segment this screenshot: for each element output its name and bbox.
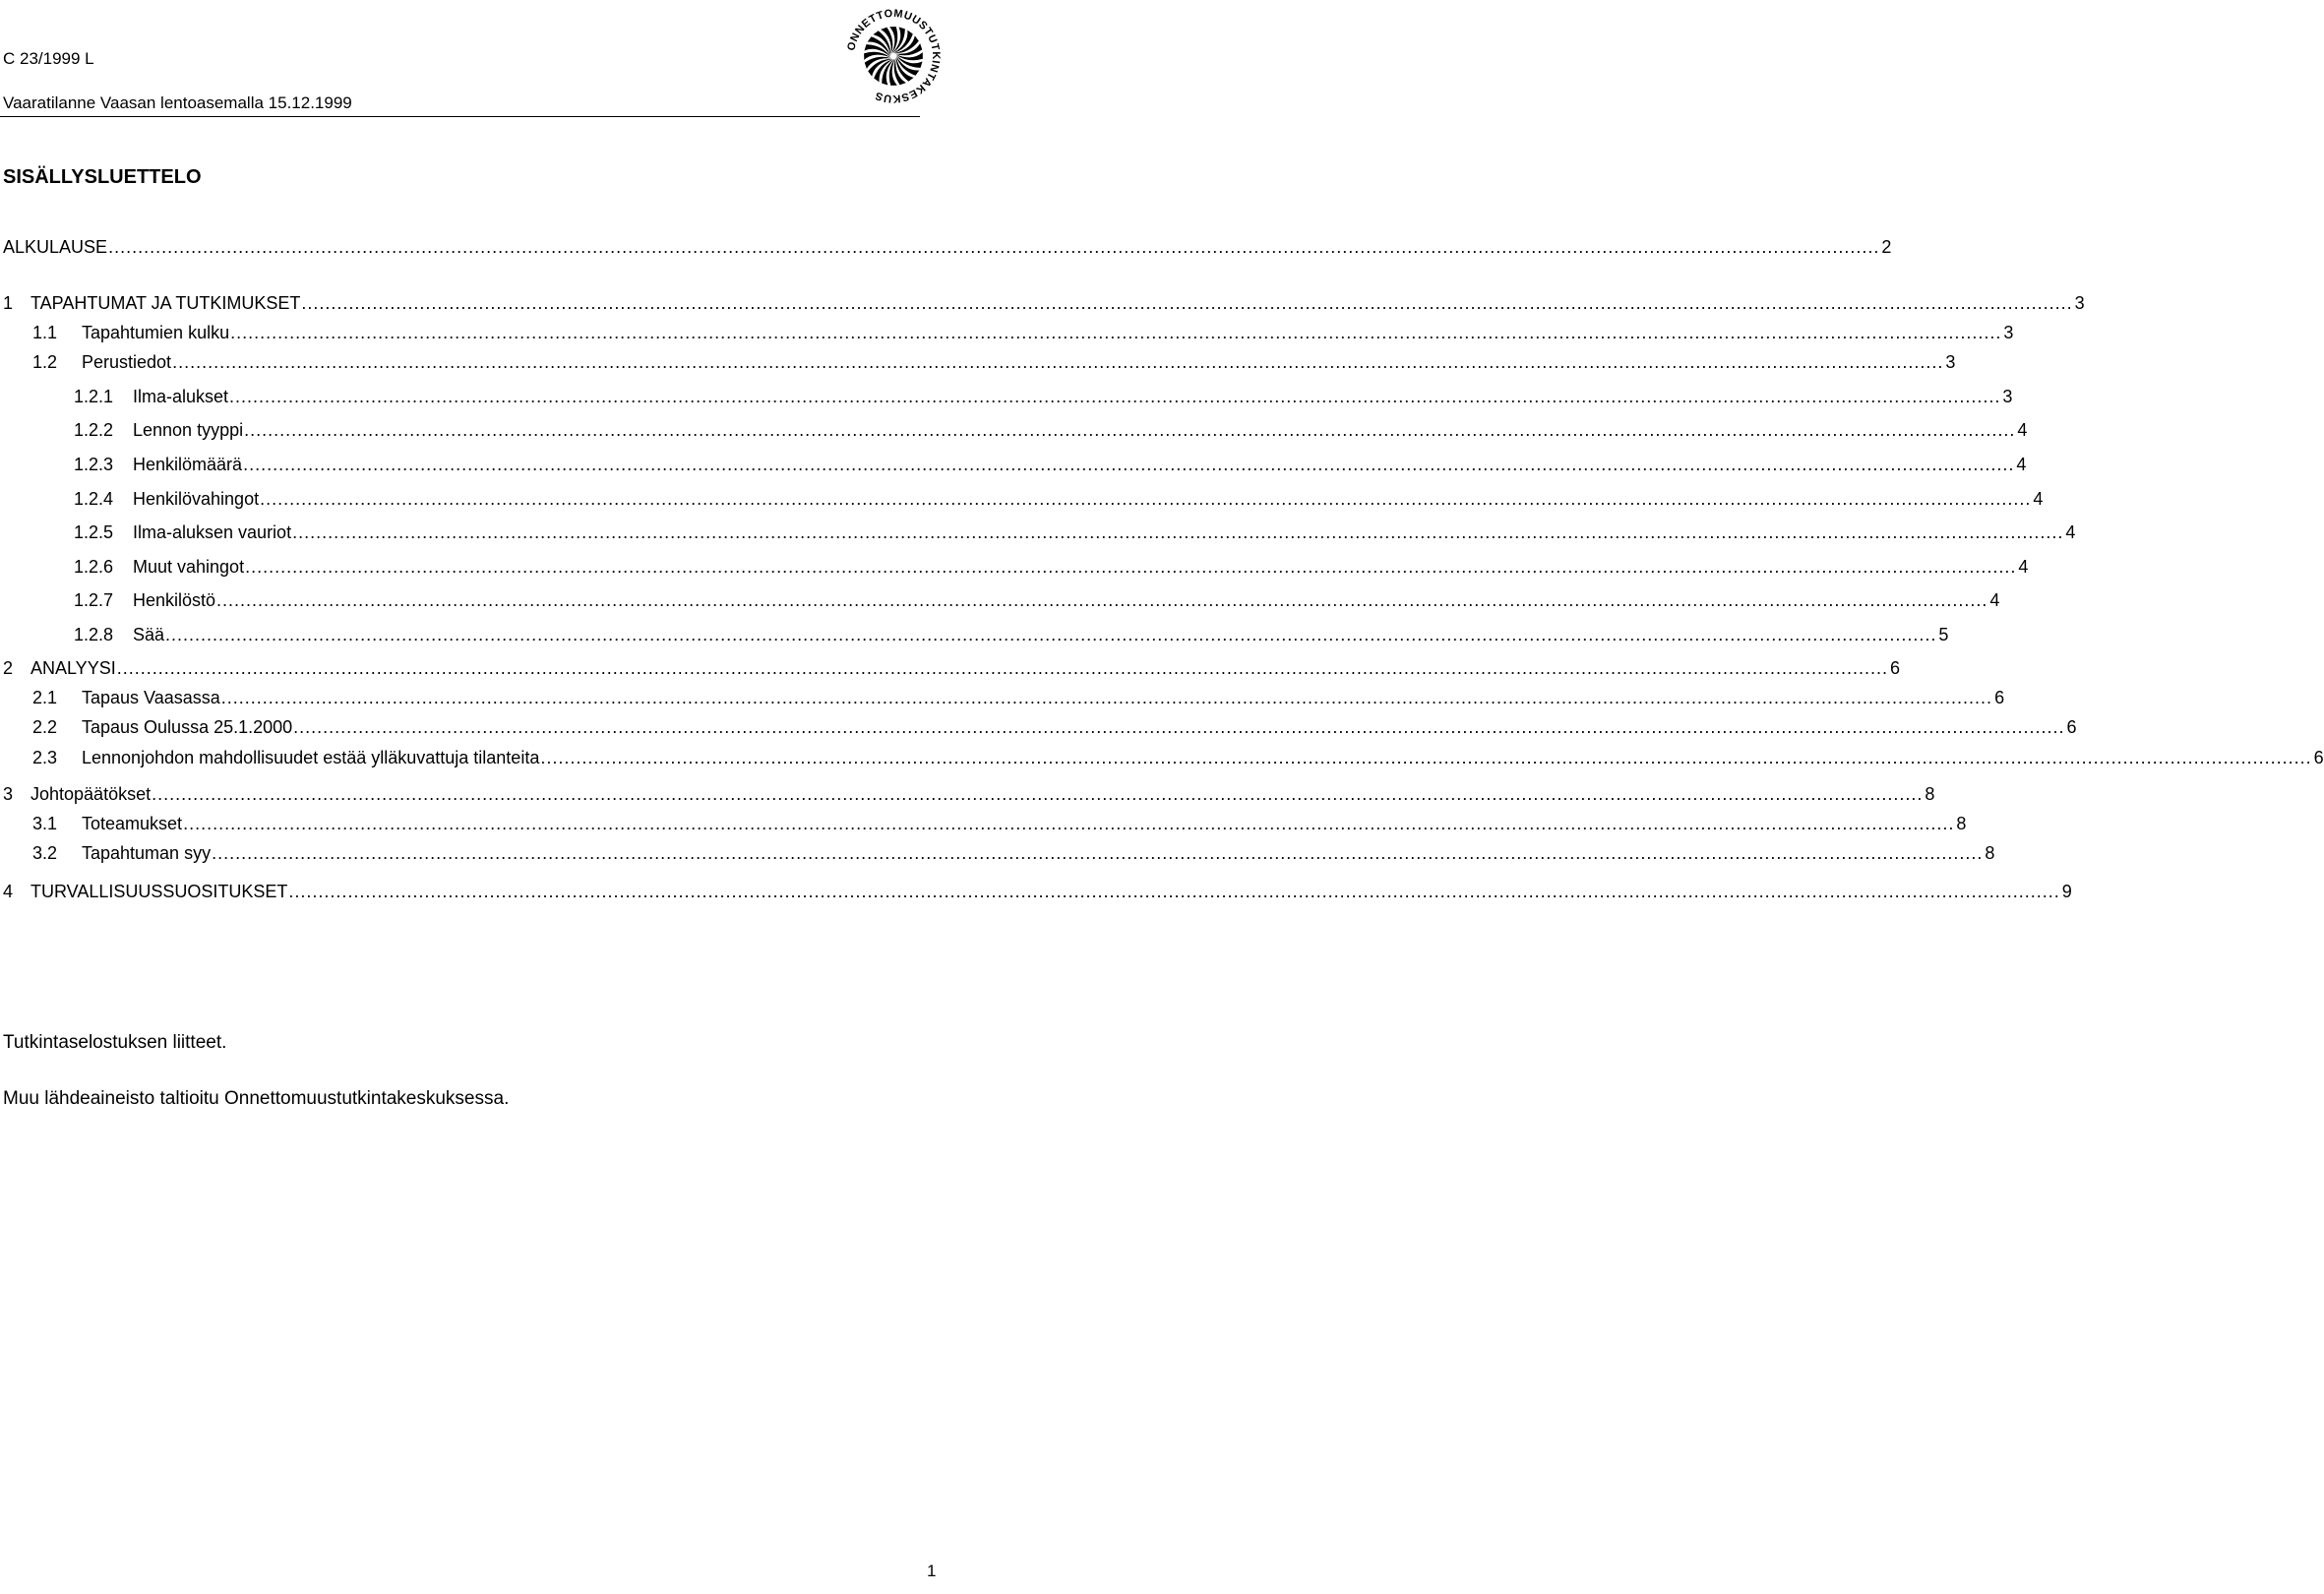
toc-entry-number: 1.2.5	[74, 522, 114, 542]
toc-entry-number: 4	[3, 882, 14, 901]
toc-entry-number: 3.1	[32, 814, 58, 833]
toc-entry[interactable]	[74, 454, 2027, 475]
toc-dot-leader: ............................................................................................................................................................................................................................................................................................................	[292, 522, 2064, 542]
toc-entry-number: 3	[3, 784, 14, 804]
toc-entry-page: 8	[1925, 784, 1935, 804]
toc-entry-number: 1.2.7	[74, 590, 114, 610]
toc-entry[interactable]	[3, 657, 1901, 679]
toc-entry-label: Henkilömäärä	[133, 455, 243, 474]
toc-entry-number: 2.1	[32, 688, 58, 707]
toc-entry-number: 1.2.8	[74, 625, 114, 644]
toc-entry-label: Toteamukset	[82, 814, 183, 833]
toc-entry-label: Lennonjohdon mahdollisuudet estää ylläkuvattuja tilanteita	[82, 748, 540, 767]
toc-entry-label: Ilma-aluksen vauriot	[133, 522, 292, 542]
toc-title: SISÄLLYSLUETTELO	[3, 166, 202, 188]
toc-entry-label: Lennon tyyppi	[133, 420, 244, 440]
toc-entry-page: 3	[2003, 323, 2014, 342]
toc-entry-label: Johtopäätökset	[31, 784, 152, 804]
toc-entry-label: Henkilövahingot	[133, 489, 260, 509]
toc-entry-page: 8	[1985, 843, 1995, 863]
document-id: C 23/1999 L	[3, 49, 94, 68]
toc-entry[interactable]	[74, 419, 2028, 441]
toc-dot-leader: ............................................................................................................................................................................................................................................................................................................	[108, 237, 1880, 257]
toc-entry[interactable]	[74, 488, 2044, 510]
toc-entry[interactable]	[3, 783, 1935, 805]
toc-entry-page: 2	[1881, 237, 1892, 257]
toc-entry-label: TURVALLISUUSSUOSITUKSET	[31, 882, 288, 901]
toc-entry-page: 3	[2074, 293, 2085, 313]
toc-entry-page: 8	[1956, 814, 1967, 833]
toc-dot-leader: ............................................................................................................................................................................................................................................................................................................	[165, 625, 1937, 644]
toc-dot-leader: ............................................................................................................................................................................................................................................................................................................	[245, 557, 2017, 577]
toc-entry[interactable]	[32, 322, 2014, 343]
toc-entry-label: Muut vahingot	[133, 557, 245, 577]
toc-dot-leader: ............................................................................................................................................................................................................................................................................................................	[260, 489, 2032, 509]
toc-entry[interactable]	[3, 881, 2072, 902]
toc-dot-leader: ............................................................................................................................................................................................................................................................................................................	[220, 688, 1993, 707]
toc-entry[interactable]	[32, 716, 2077, 738]
toc-entry[interactable]	[74, 556, 2029, 578]
toc-entry-label: Tapaus Vaasassa	[82, 688, 220, 707]
toc-entry-page: 5	[1938, 625, 1949, 644]
toc-dot-leader: ............................................................................................................................................................................................................................................................................................................	[301, 293, 2073, 313]
page-number: 1	[927, 1562, 937, 1580]
toc-entry-page: 3	[2002, 387, 2013, 406]
toc-entry-page: 4	[2065, 522, 2076, 542]
toc-entry[interactable]	[74, 589, 2000, 611]
toc-entry[interactable]	[3, 292, 2085, 314]
toc-dot-leader: ............................................................................................................................................................................................................................................................................................................	[212, 843, 1984, 863]
toc-dot-leader: ............................................................................................................................................................................................................................................................................................................	[172, 352, 1944, 372]
header-rule	[0, 116, 920, 117]
toc-entry-label: ALKULAUSE	[3, 237, 108, 257]
toc-entry-number: 2	[3, 658, 14, 678]
logo-ring-text: ONNETTOMUUSTUTKINTAKESKUS	[845, 7, 943, 105]
toc-entry[interactable]	[3, 236, 1892, 258]
toc-entry-number: 1.2.3	[74, 455, 114, 474]
toc-entry[interactable]	[32, 351, 1956, 373]
toc-entry-page: 4	[2016, 455, 2027, 474]
toc-entry-number: 1.2.1	[74, 387, 114, 406]
toc-entry-label: Tapahtumien kulku	[82, 323, 230, 342]
toc-entry-label: TAPAHTUMAT JA TUTKIMUKSET	[31, 293, 301, 313]
toc-entry-number: 2.3	[32, 748, 58, 767]
toc-dot-leader: ............................................................................................................................................................................................................................................................................................................	[216, 590, 1988, 610]
toc-entry-page: 4	[2017, 420, 2028, 440]
toc-entry-label: Tapahtuman syy	[82, 843, 212, 863]
toc-entry-page: 6	[2066, 717, 2077, 737]
toc-dot-leader: ............................................................................................................................................................................................................................................................................................................	[288, 882, 2060, 901]
toc-entry-page: 6	[1890, 658, 1901, 678]
toc-dot-leader: ............................................................................................................................................................................................................................................................................................................	[152, 784, 1924, 804]
toc-entry[interactable]	[74, 521, 2076, 543]
toc-entry-page: 4	[1989, 590, 2000, 610]
onnettomuustutkintakeskus-logo	[841, 4, 946, 108]
toc-entry-page: 9	[2061, 882, 2072, 901]
toc-entry[interactable]	[32, 842, 1995, 864]
toc-entry[interactable]	[32, 747, 2324, 768]
toc-dot-leader: ............................................................................................................................................................................................................................................................................................................	[116, 658, 1889, 678]
toc-entry-number: 1.2	[32, 352, 58, 372]
toc-entry-page: 4	[2033, 489, 2044, 509]
toc-dot-leader: ............................................................................................................................................................................................................................................................................................................	[243, 455, 2015, 474]
toc-entry-label: Sää	[133, 625, 165, 644]
toc-entry-number: 1.2.4	[74, 489, 114, 509]
toc-dot-leader: ............................................................................................................................................................................................................................................................................................................	[540, 748, 2312, 767]
attachments-note: Tutkintaselostuksen liitteet.	[3, 1032, 227, 1053]
toc-entry-page: 6	[2313, 748, 2324, 767]
toc-entry-label: Henkilöstö	[133, 590, 216, 610]
toc-entry-label: Ilma-alukset	[133, 387, 229, 406]
toc-entry-number: 1	[3, 293, 14, 313]
toc-entry-page: 6	[1994, 688, 2005, 707]
toc-entry-page: 3	[1945, 352, 1956, 372]
toc-entry-number: 3.2	[32, 843, 58, 863]
toc-entry[interactable]	[74, 624, 1949, 645]
toc-dot-leader: ............................................................................................................................................................................................................................................................................................................	[183, 814, 1955, 833]
toc-entry[interactable]	[74, 386, 2013, 407]
toc-dot-leader: ............................................................................................................................................................................................................................................................................................................	[244, 420, 2016, 440]
toc-entry-number: 1.2.6	[74, 557, 114, 577]
toc-entry[interactable]	[32, 813, 1967, 834]
document-subtitle: Vaaratilanne Vaasan lentoasemalla 15.12.1999	[3, 93, 352, 112]
toc-entry-number: 1.2.2	[74, 420, 114, 440]
archive-note: Muu lähdeaineisto taltioitu Onnettomuustutkintakeskuksessa.	[3, 1088, 510, 1109]
toc-entry[interactable]	[32, 687, 2005, 708]
toc-entry-number: 2.2	[32, 717, 58, 737]
toc-entry-label: Perustiedot	[82, 352, 172, 372]
toc-entry-label: Tapaus Oulussa 25.1.2000	[82, 717, 293, 737]
toc-entry-number: 1.1	[32, 323, 58, 342]
toc-entry-page: 4	[2018, 557, 2029, 577]
toc-entry-label: ANALYYSI	[31, 658, 116, 678]
toc-dot-leader: ............................................................................................................................................................................................................................................................................................................	[229, 387, 2001, 406]
toc-dot-leader: ............................................................................................................................................................................................................................................................................................................	[293, 717, 2065, 737]
toc-dot-leader: ............................................................................................................................................................................................................................................................................................................	[230, 323, 2002, 342]
